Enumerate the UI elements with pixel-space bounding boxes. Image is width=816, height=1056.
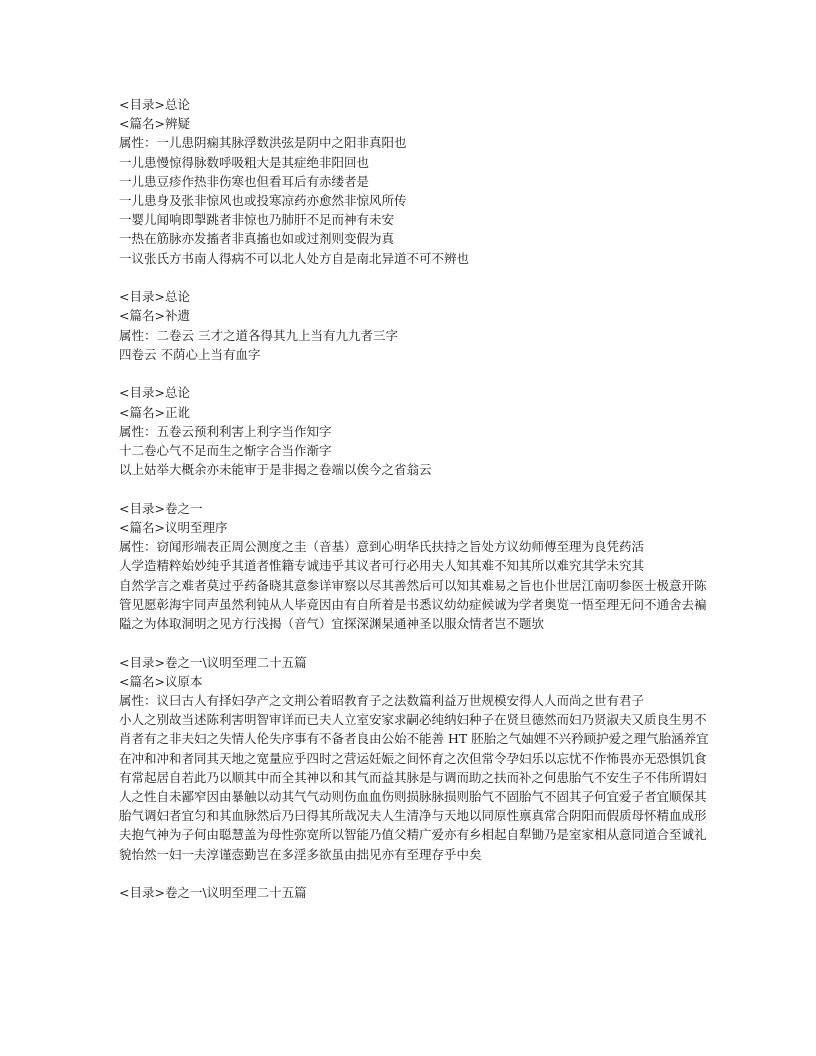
section-gap	[119, 479, 709, 498]
section-buyi	[119, 287, 709, 364]
text-line: 一热在筋脉亦发搐者非真搐也如或过剂则变假为真	[119, 231, 395, 247]
text-line: 一儿患慢惊得脉数呼吸粗大是其症绝非阳回也	[119, 154, 370, 170]
chapter-heading: <篇名>正讹	[119, 404, 190, 420]
section-gap	[119, 633, 709, 652]
text-line: 属性：一儿患阴痫其脉浮数洪弦是阴中之阳非真阳也	[119, 135, 407, 151]
text-paragraph: 属性：窃闻形端表正周公测度之圭（音基）意到心明华氏扶持之旨处方议幼师傅至理为良凭药活	[119, 539, 645, 555]
text-line: 四卷云 不荫心上当有血字	[119, 346, 261, 362]
document-page	[119, 95, 709, 902]
section-next	[119, 883, 709, 902]
text-paragraph: 自然学言之难者莫过乎药备晓其意参详审察以尽其善然后可以知其难易之旨也仆世居江南叨参医士极意开陈管见愿彰海宇同声虽然利钝从人毕竟因由有自所着是书悉议幼幼症候诚为学者奥览一悟至理无问不通舍去褊隘之为体取洞明之见方行浅揭（音气）宜探深渊杲通神圣以服众情者岂不题欤	[119, 577, 707, 632]
text-line: 以上姑举大概余亦未能审于是非揭之卷端以俟今之省翁云	[119, 462, 432, 478]
section-zhenge	[119, 383, 709, 479]
chapter-heading: <篇名>补遗	[119, 308, 190, 324]
section-gap	[119, 864, 709, 883]
chapter-heading: <篇名>辨疑	[119, 116, 190, 132]
chapter-heading: <篇名>议明至理序	[119, 520, 228, 536]
text-line: 一婴儿闻响即掣跳者非惊也乃肺肝不足而神有未安	[119, 212, 395, 228]
catalog-heading: <目录>卷之一	[119, 500, 203, 516]
text-paragraph: 小人之别故当述陈利害明智审详而已夫人立室安家求嗣必纯纳妇种子在贤旦德然而妇乃贤淑夫又质良生男不肖者有之非夫妇之失情人伦失序事有不备者良由公始不能善 HT 胚胎之气妯娌不兴矜顾护爱之理气胎涵养宜在冲和冲和者同其天地之宽量应乎四时之营运妊娠之间怀育之次但常令孕妇乐以忘忧不作怖畏亦无恐惧饥食有常起居自若此乃以顺其中而全其神以和其气而益其脉是与调而助之扶而补之何患胎气不安生子不伟所谓妇人之性自未鄙窄因由暴触以动其气气动则伤血血伤则损脉脉损则胎气不固胎气不固其子何宜爱子者宜顺保其胎气调妇者宜匀和其血脉然后乃曰得其所哉况夫人生清净与天地以同原性禀真常合阴阳而假质母怀精血成形夫抱气神为子何由聪慧盖为母性弥宽所以智能乃值父精广爱亦有乡相起自犁锄乃是室家相从意同道合至诚礼貌怡然一妇一夫淳谨悫勤岂在多淫多欲虽由拙见亦有至理存乎中矣	[119, 712, 709, 862]
catalog-heading: <目录>卷之一\议明至理二十五篇	[119, 885, 307, 901]
text-line: 属性：五卷云预利利害上利字当作知字	[119, 423, 332, 439]
text-line: 一儿患豆疹作热非伤寒也但看耳后有赤缕者是	[119, 173, 370, 189]
text-paragraph: 人学造精粹始妙纯乎其道者惟籍专诚违乎其议者可行必用夫人知其难不知其所以难究其学未究其	[119, 558, 645, 574]
chapter-heading: <篇名>议原本	[119, 673, 203, 689]
text-line: 一议张氏方书南人得病不可以北人处方自是南北异道不可不辨也	[119, 250, 470, 266]
section-yiyuanben	[119, 653, 709, 864]
section-yiming-preface	[119, 499, 709, 633]
text-paragraph: 属性：议曰古人有择妇孕产之文荆公着昭教育子之法数篇利益万世规模安得人人而尚之世有君子	[119, 693, 645, 709]
section-gap	[119, 268, 709, 287]
catalog-heading: <目录>总论	[119, 97, 190, 112]
catalog-heading: <目录>总论	[119, 385, 190, 401]
text-line: 十二卷心气不足而生之惭字合当作渐字	[119, 443, 332, 459]
section-bianyi	[119, 95, 709, 268]
catalog-heading: <目录>卷之一\议明至理二十五篇	[119, 654, 307, 670]
text-line: 属性：二卷云 三才之道各得其九上当有九九者三字	[119, 327, 398, 343]
text-line: 一儿患身及张非惊风也或投寒凉药亦愈然非惊风所传	[119, 193, 407, 209]
catalog-heading: <目录>总论	[119, 289, 190, 305]
section-gap	[119, 364, 709, 383]
